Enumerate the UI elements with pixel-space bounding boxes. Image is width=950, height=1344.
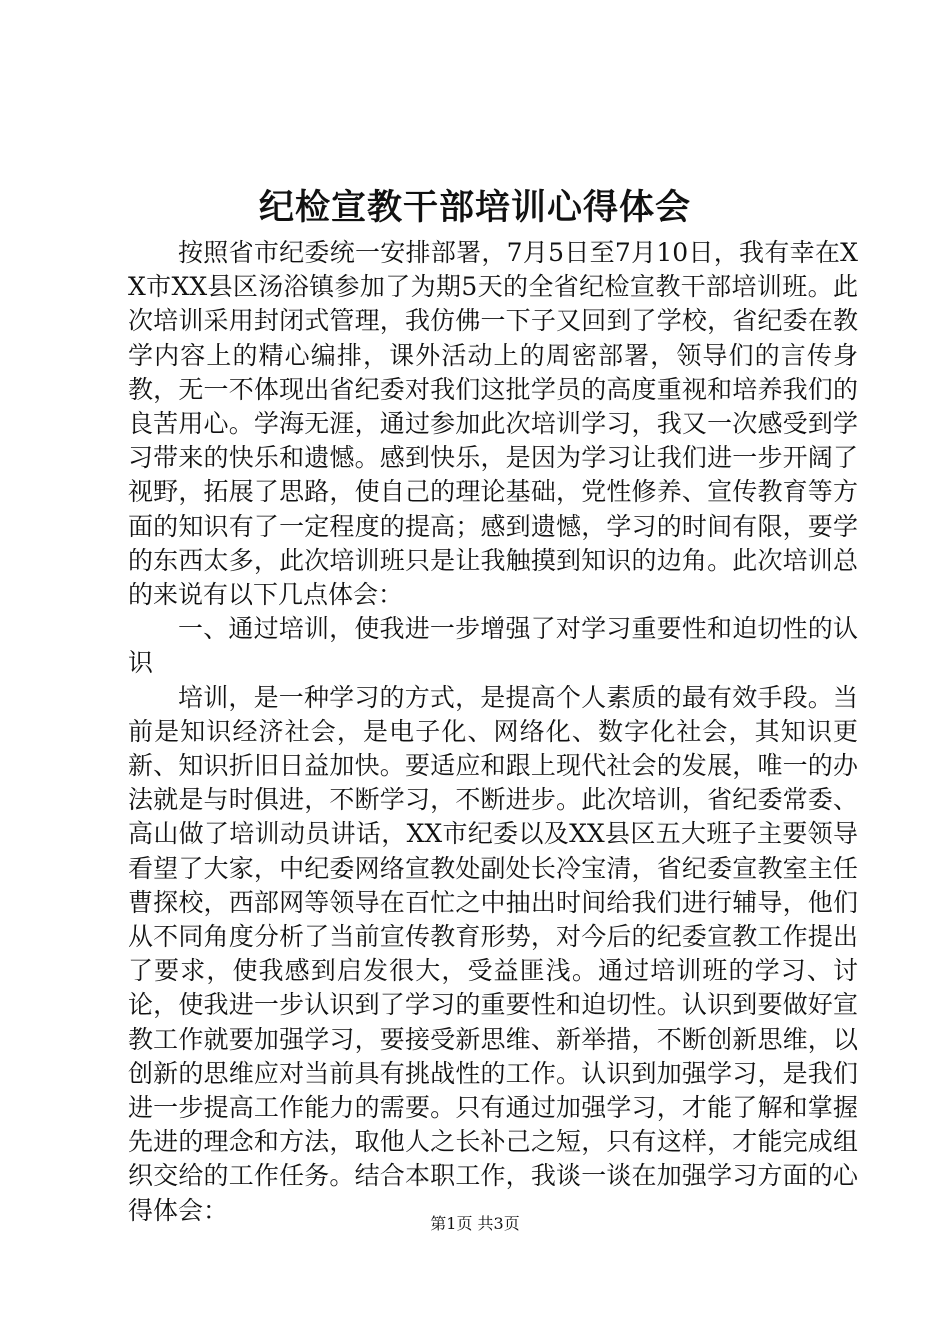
paragraph-intro: 按照省市纪委统一安排部署，7月5日至7月10日，我有幸在XX市XX县区汤浴镇参加了为期5天的全省纪检宣教干部培训班。此次培训采用封闭式管理，我仿佛一下子又回到了学校，省纪委在教学内容上的精心编排，课外活动上的周密部署，领导们的言传身教，无一不体现出省纪委对我们这批学员的高度重视和培养我们的良苦用心。学海无涯，通过参加此次培训学习，我又一次感受到学习带来的快乐和遗憾。感到快乐，是因为学习让我们进一步开阔了视野，拓展了思路，使自己的理论基础，党性修养、宣传教育等方面的知识有了一定程度的提高；感到遗憾，学习的时间有限，要学的东西太多，此次培训班只是让我触摸到知识的边角。此次培训总的来说有以下几点体会：	[128, 238, 858, 610]
document-body	[128, 236, 858, 1228]
document-title: 纪检宣教干部培训心得体会	[258, 187, 691, 228]
paragraph-section-heading: 一、通过培训，使我进一步增强了对学习重要性和迫切性的认识	[128, 614, 858, 678]
paragraph-training: 培训，是一种学习的方式，是提高个人素质的最有效手段。当前是知识经济社会，是电子化、网络化、数字化社会，其知识更新、知识折旧日益加快。要适应和跟上现代社会的发展，唯一的办法就是与时俱进，不断学习，不断进步。此次培训，省纪委常委、高山做了培训动员讲话，XX市纪委以及XX县区五大班子主要领导看望了大家，中纪委网络宣教处副处长冷宝清，省纪委宣教室主任曹探校，西部网等领导在百忙之中抽出时间给我们进行辅导，他们从不同角度分析了当前宣传教育形势，对今后的纪委宣教工作提出了要求，使我感到启发很大，受益匪浅。通过培训班的学习、讨论，使我进一步认识到了学习的重要性和迫切性。认识到要做好宣教工作就要加强学习，要接受新思维、新举措，不断创新思维，以创新的思维应对当前具有挑战性的工作。认识到加强学习，是我们进一步提高工作能力的需要。只有通过加强学习，才能了解和掌握先进的理念和方法，取他人之长补己之短，只有这样，才能完成组织交给的工作任务。结合本职工作，我谈一谈在加强学习方面的心得体会：	[128, 682, 858, 1225]
page-footer: 第1页 共3页	[430, 1214, 520, 1233]
